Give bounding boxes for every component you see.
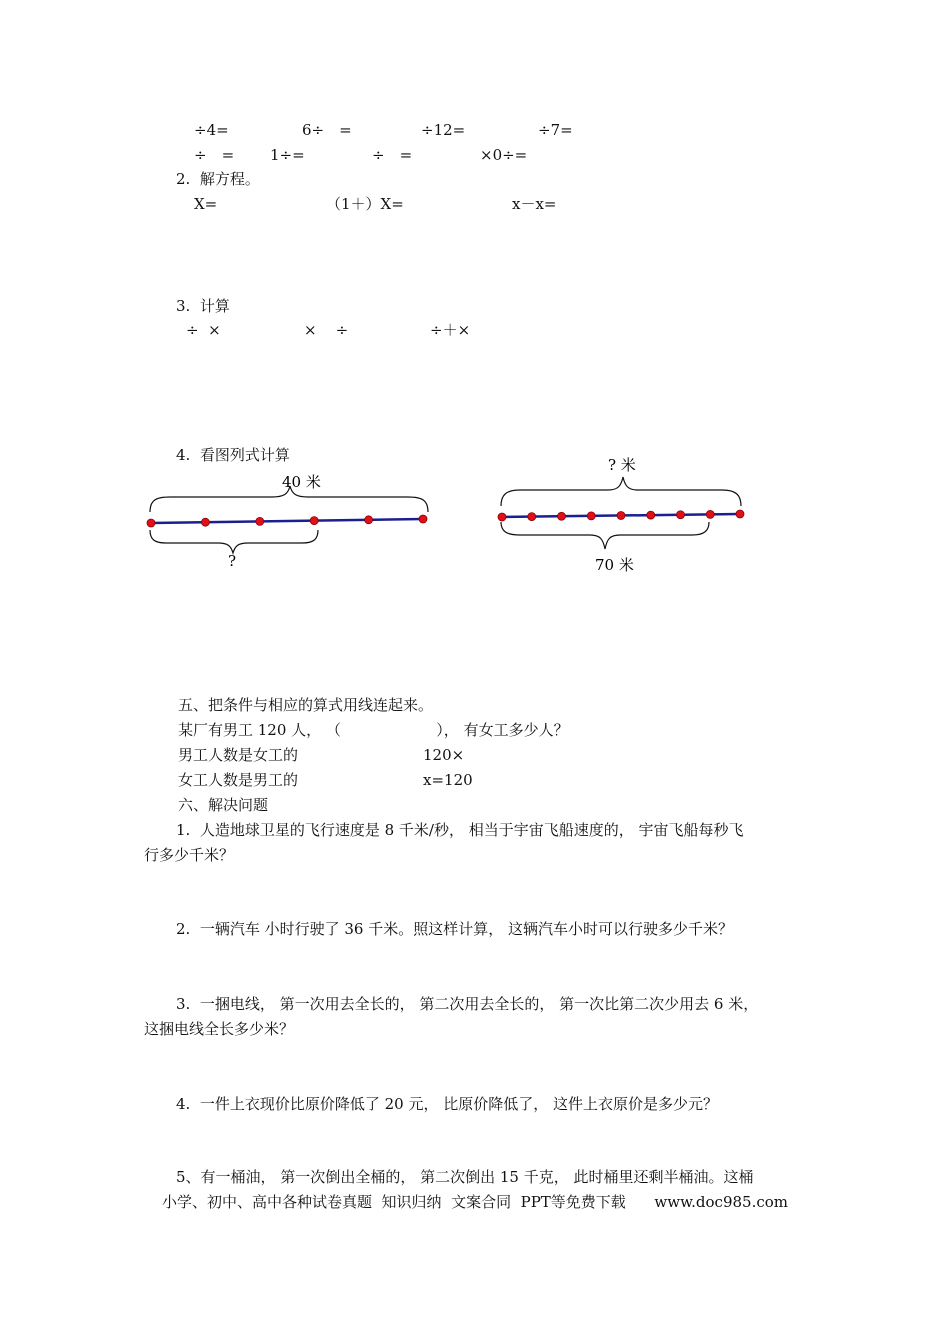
fig2-dot — [647, 511, 655, 519]
sec5-condition-1: 男工人数是女工的 — [178, 746, 299, 764]
q3-title: 3. 计算 — [176, 297, 230, 315]
fig2-dot — [558, 512, 566, 520]
fig1-dot — [419, 515, 427, 523]
calc-r2-c3: ÷ = — [372, 146, 413, 164]
calc-r1-c4: ÷7= — [538, 121, 573, 139]
fig2-dot — [736, 510, 744, 518]
sec6-problem-5: 5、有一桶油， 第一次倒出全桶的， 第二次倒出 15 千克， 此时桶里还剩半桶油。这桶 — [176, 1168, 754, 1186]
sec5-formula-2: x=120 — [423, 771, 473, 789]
fig1-dot — [310, 517, 318, 525]
fig2-dot — [528, 513, 536, 521]
sec6-problem-4: 4. 一件上衣现价比原价降低了 20 元， 比原价降低了， 这件上衣原价是多少元？ — [176, 1095, 719, 1113]
sec6-problem-2: 2. 一辆汽车 小时行驶了 36 千米。照这样计算， 这辆汽车小时可以行驶多少千米？ — [176, 920, 734, 938]
q4-title: 4. 看图列式计算 — [176, 446, 290, 464]
q2-eq3: x－x= — [512, 195, 557, 213]
calc-r1-c1: ÷4= — [194, 121, 229, 139]
fig2-top-brace — [501, 477, 741, 506]
sec5-heading: 五、把条件与相应的算式用线连起来。 — [178, 696, 434, 714]
q3-expr1: ÷ × — [186, 321, 221, 339]
fig2-dot — [617, 512, 625, 520]
q2-eq2: （1＋）X= — [326, 195, 404, 213]
fig1-bottom-brace — [150, 530, 318, 553]
figure-1 — [147, 473, 428, 570]
fig1-segment-line — [151, 519, 423, 523]
fig1-dot — [147, 519, 155, 527]
calc-r2-c1: ÷ = — [194, 146, 235, 164]
fig1-bottom-label: ? — [228, 552, 237, 570]
sec6-problem-3-line2: 这捆电线全长多少米？ — [144, 1020, 295, 1038]
fig1-dot — [256, 517, 264, 525]
fig2-bottom-label: 70 米 — [595, 556, 634, 574]
sec6-problem-3-line1: 3. 一捆电线， 第一次用去全长的， 第二次用去全长的， 第一次比第二次少用去 6 米， — [176, 995, 759, 1013]
q2-eq1: X= — [194, 195, 218, 213]
sec5-formula-1: 120× — [423, 746, 465, 764]
sec5-premise: 某厂有男工 120 人， （ ）， 有女工多少人？ — [178, 721, 569, 739]
fig1-dot — [201, 518, 209, 526]
fig2-dot — [587, 512, 595, 520]
fig2-dot — [498, 513, 506, 521]
calc-r1-c2: 6÷ = — [302, 121, 352, 139]
fig2-dot — [677, 511, 685, 519]
sec5-condition-2: 女工人数是男工的 — [178, 771, 299, 789]
q3-expr2: × ÷ — [304, 321, 349, 339]
calc-r2-c2: 1÷= — [270, 146, 305, 164]
fig2-top-label: ? 米 — [608, 456, 636, 474]
sec6-heading: 六、解决问题 — [178, 796, 269, 814]
sec6-problem-1-line2: 行多少千米？ — [144, 846, 235, 864]
q2-title: 2. 解方程。 — [176, 170, 260, 188]
fig1-dot — [365, 516, 373, 524]
calc-r1-c3: ÷12= — [421, 121, 466, 139]
fig2-bottom-brace — [501, 522, 709, 549]
q3-expr3: ÷＋× — [430, 321, 471, 339]
figure-2 — [498, 456, 744, 574]
sec6-problem-1-line1: 1. 人造地球卫星的飞行速度是 8 千米/秒， 相当于宇宙飞船速度的， 宇宙飞船每秒飞 — [176, 821, 744, 839]
calc-r2-c4: ×0÷= — [480, 146, 528, 164]
fig1-top-label: 40 米 — [282, 473, 321, 491]
page-footer: 小学、初中、高中各种试卷真题 知识归纳 文案合同 PPT等免费下载 www.doc985.com — [162, 1193, 789, 1211]
fig2-dot — [706, 510, 714, 518]
